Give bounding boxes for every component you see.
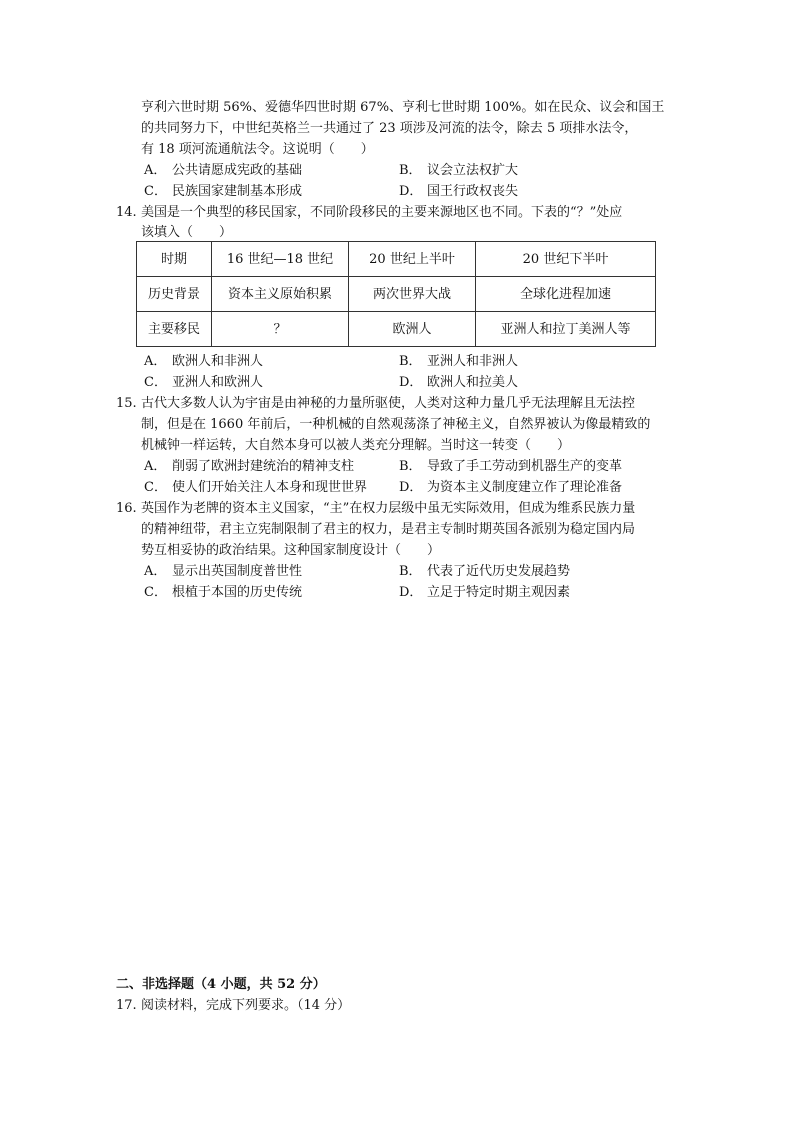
table-cell: 亚洲人和拉丁美洲人等 (476, 312, 656, 347)
q16-options (141, 561, 681, 603)
q14-number: 14. (116, 205, 137, 220)
section-title: 二、非选择题（4 小题，共 52 分） (116, 977, 326, 992)
q13-line-2: 的共同努力下，中世纪英格兰一共通过了 23 项涉及河流的法令，除去 5 项排水法令， (141, 121, 638, 136)
table-cell: 两次世界大战 (349, 277, 476, 312)
table-cell: 20 世纪下半叶 (476, 242, 656, 277)
table-cell: 全球化进程加速 (476, 277, 656, 312)
q14-option-b[interactable]: B． 亚洲人和非洲人 (399, 354, 519, 369)
q13-option-b[interactable]: B． 议会立法权扩大 (399, 163, 519, 178)
q14-line-1: 14. 美国是一个典型的移民国家，不同阶段移民的主要来源地区也不同。下表的“？”处应 (116, 202, 686, 223)
q15-number: 15. (116, 396, 137, 411)
q13-line-3: 有 18 项河流通航法令。这说明（ ） (141, 142, 374, 157)
q15-line-1: 15. 古代大多数人认为宇宙是由神秘的力量所驱使，人类对这种力量几乎无法理解且无法控 (116, 393, 686, 414)
q14-options (141, 351, 681, 393)
q15-line-3: 机械钟一样运转，大自然本身可以被人类充分理解。当时这一转变（ ） (141, 438, 571, 453)
table-cell: 资本主义原始积累 (212, 277, 349, 312)
q14-line-2: 该填入（ ） (141, 225, 233, 240)
q15-options (141, 456, 681, 498)
q14-option-d[interactable]: D． 欧洲人和拉美人 (399, 375, 519, 390)
q16-option-a[interactable]: A． 显示出英国制度普世性 (144, 564, 303, 579)
q16-line-1: 16. 英国作为老牌的资本主义国家，“主”在权力层级中虽无实际效用，但成为维系民族力量 (116, 498, 686, 519)
q14-option-c[interactable]: C． 亚洲人和欧洲人 (144, 375, 264, 390)
q16-number: 16. (116, 501, 137, 516)
q16-option-d[interactable]: D． 立足于特定时期主观因素 (399, 585, 571, 600)
q16-option-c[interactable]: C． 根植于本国的历史传统 (144, 585, 303, 600)
table-cell: 20 世纪上半叶 (349, 242, 476, 277)
table-cell: ？ (212, 312, 349, 347)
q13-option-c[interactable]: C． 民族国家建制基本形成 (144, 184, 303, 199)
q17-line: 17. 阅读材料，完成下列要求。（14 分） (116, 995, 350, 1016)
table-row (137, 277, 656, 312)
q15-line-2: 制，但是在 1660 年前后，一种机械的自然观荡涤了神秘主义，自然界被认为像最精致的 (141, 417, 651, 432)
q13-options (141, 160, 681, 202)
table-row (137, 312, 656, 347)
q13-line-1: 亨利六世时期 56%、爱德华四世时期 67%、亨利七世时期 100%。如在民众、议会和国王 (141, 100, 665, 115)
q16-option-b[interactable]: B． 代表了近代历史发展趋势 (399, 564, 571, 579)
q17-number: 17. (116, 998, 137, 1013)
q15-option-d[interactable]: D． 为资本主义制度建立作了理论准备 (399, 480, 623, 495)
q16-line-3: 势互相妥协的政治结果。这种国家制度设计（ ） (141, 543, 441, 558)
q13-option-a[interactable]: A． 公共请愿成宪政的基础 (144, 163, 303, 178)
q15-option-c[interactable]: C． 使人们开始关注人本身和现世世界 (144, 480, 368, 495)
table-cell: 欧洲人 (349, 312, 476, 347)
q15-option-b[interactable]: B． 导致了手工劳动到机器生产的变革 (399, 459, 623, 474)
q16-line-2: 的精神纽带，君主立宪制限制了君主的权力，是君主专制时期英国各派别为稳定国内局 (141, 522, 636, 537)
table-cell: 历史背景 (137, 277, 212, 312)
table-cell: 时期 (137, 242, 212, 277)
table-row (137, 242, 656, 277)
table-cell: 16 世纪—18 世纪 (212, 242, 349, 277)
immigration-table (136, 241, 656, 347)
q13-option-d[interactable]: D． 国王行政权丧失 (399, 184, 519, 199)
q15-option-a[interactable]: A． 削弱了欧洲封建统治的精神支柱 (144, 459, 355, 474)
q14-option-a[interactable]: A． 欧洲人和非洲人 (144, 354, 264, 369)
table-cell: 主要移民 (137, 312, 212, 347)
